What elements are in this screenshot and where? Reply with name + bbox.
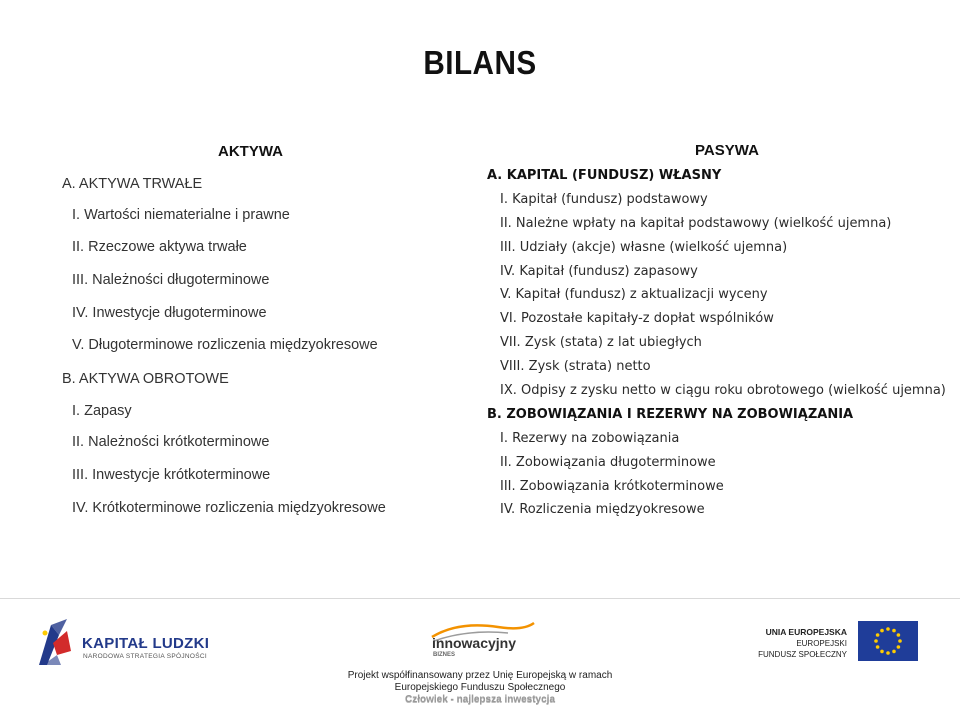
aktywa-item: II. Należności krótkoterminowe bbox=[72, 434, 270, 450]
pasywa-item: VII. Zysk (stata) z lat ubiegłych bbox=[500, 335, 702, 351]
kapital-ludzki-logo-icon bbox=[37, 617, 77, 667]
eu-name: UNIA EUROPEJSKA bbox=[765, 627, 847, 637]
pasywa-heading: PASYWA bbox=[695, 142, 759, 159]
pasywa-item: I. Kapitał (fundusz) podstawowy bbox=[500, 191, 708, 207]
aktywa-item: I. Zapasy bbox=[72, 403, 132, 419]
project-info-line2: Europejskiego Funduszu Społecznego bbox=[394, 682, 566, 693]
kapital-ludzki-subtitle: NARODOWA STRATEGIA SPÓJNOŚCI bbox=[83, 653, 207, 660]
footer-banner bbox=[0, 598, 960, 709]
kapital-ludzki-name: KAPITAŁ LUDZKI bbox=[82, 635, 210, 652]
pasywa-item: I. Rezerwy na zobowiązania bbox=[500, 430, 680, 446]
pasywa-item: II. Należne wpłaty na kapitał podstawowy (wielkość ujemna) bbox=[500, 215, 892, 231]
aktywa-item: III. Należności długoterminowe bbox=[72, 272, 270, 288]
aktywa-item: III. Inwestycje krótkoterminowe bbox=[72, 467, 271, 483]
pasywa-item: VI. Pozostałe kapitały-z dopłat wspólników bbox=[500, 311, 774, 327]
aktywa-item: A. AKTYWA TRWAŁE bbox=[62, 176, 203, 192]
aktywa-heading: AKTYWA bbox=[218, 143, 283, 160]
aktywa-item: B. AKTYWA OBROTOWE bbox=[62, 371, 229, 387]
pasywa-item: III. Udziały (akcje) własne (wielkość ujemna) bbox=[500, 239, 788, 255]
pasywa-list bbox=[487, 164, 946, 522]
pasywa-item: VIII. Zysk (strata) netto bbox=[500, 359, 651, 375]
pasywa-item: III. Zobowiązania krótkoterminowe bbox=[500, 478, 724, 494]
slogan: Człowiek - najlepsza inwestycja bbox=[404, 694, 556, 705]
aktywa-item: V. Długoterminowe rozliczenia międzyokresowe bbox=[72, 337, 378, 353]
pasywa-item: V. Kapitał (fundusz) z aktualizacji wyceny bbox=[500, 287, 768, 303]
aktywa-item: II. Rzeczowe aktywa trwałe bbox=[72, 239, 247, 255]
innowacyjny-name: innowacyjny bbox=[432, 635, 517, 651]
page-title: BILANS bbox=[423, 44, 537, 81]
pasywa-item: B. ZOBOWIĄZANIA I REZERWY NA ZOBOWIĄZANIA bbox=[487, 406, 854, 422]
pasywa-item: A. KAPITAL (FUNDUSZ) WŁASNY bbox=[487, 168, 722, 183]
eu-fund-line1: EUROPEJSKI bbox=[796, 639, 847, 648]
aktywa-item: IV. Inwestycje długoterminowe bbox=[72, 305, 267, 321]
eu-fund-line2: FUNDUSZ SPOŁECZNY bbox=[758, 650, 847, 659]
aktywa-item: I. Wartości niematerialne i prawne bbox=[72, 207, 290, 223]
pasywa-item: IV. Kapitał (fundusz) zapasowy bbox=[500, 263, 698, 279]
pasywa-item: IX. Odpisy z zysku netto w ciągu roku obrotowego (wielkość ujemna) bbox=[500, 383, 946, 399]
pasywa-item: II. Zobowiązania długoterminowe bbox=[500, 454, 716, 470]
aktywa-item: IV. Krótkoterminowe rozliczenia międzyokresowe bbox=[72, 500, 386, 516]
eu-flag-icon bbox=[858, 621, 918, 661]
innowacyjny-subtitle: BIZNES bbox=[433, 652, 456, 658]
pasywa-item: IV. Rozliczenia międzyokresowe bbox=[500, 502, 705, 518]
project-info-line1: Projekt współfinansowany przez Unię Europejską w ramach bbox=[347, 670, 613, 681]
